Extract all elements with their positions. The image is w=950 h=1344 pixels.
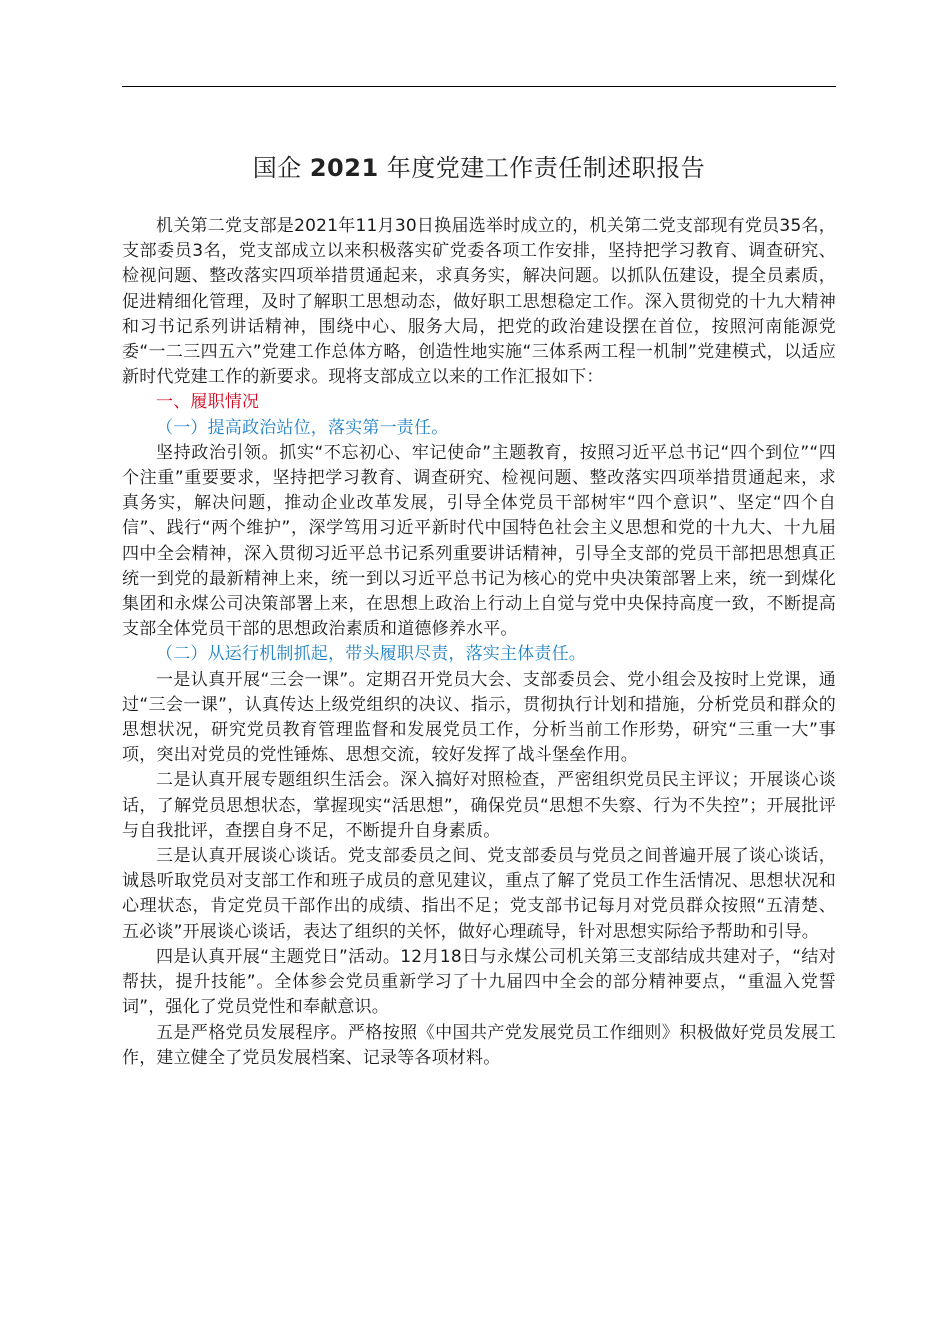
paragraph-organizational-life: 二是认真开展专题组织生活会。深入搞好对照检查，严密组织党员民主评议；开展谈心谈话，了解党员思想状态，掌握现实“活思想”，确保党员“思想不失察、行为不失控”；开展批评与自我批评，查摆自身不足，不断提升自身素质。 (122, 770, 836, 841)
title-suffix: 年度党建工作责任制述职报告 (386, 154, 706, 182)
header-rule (122, 86, 836, 87)
title-prefix: 国企 (252, 154, 302, 182)
paragraph-theme-party-day: 四是认真开展“主题党日”活动。12月18日与永煤公司机关第三支部结成共建对子，“结对帮扶，提升技能”。全体参会党员重新学习了十九届四中全会的部分精神要点，“重温入党誓词”，强化了党员党性和奉献意识。 (122, 946, 836, 1018)
section-heading-performance: 一、履职情况 (156, 392, 260, 413)
paragraph-heart-to-heart: 三是认真开展谈心谈话。党支部委员之间、党支部委员与党员之间普遍开展了谈心谈话，诚恳听取党员对支部工作和班子成员的意见建议，重点了解了党员工作生活情况、思想状况和心理状态，肯定党员干部作出的成绩、指出不足；党支部书记每月对党员群众按照“五清楚、五必谈”开展谈心谈话，表达了组织的关怀，做好心理疏导，针对思想实际给予帮助和引导。 (122, 846, 836, 942)
document-title (122, 150, 836, 186)
subsection-heading-mechanism: （二）从运行机制抓起，带头履职尽责，落实主体责任。 (156, 644, 586, 665)
intro-paragraph: 机关第二党支部是2021年11月30日换届选举时成立的，机关第二党支部现有党员35名，支部委员3名，党支部成立以来积极落实矿党委各项工作安排，坚持把学习教育、调查研究、检视问题、整改落实四项举措贯通起来，求真务实，解决问题。以抓队伍建设，提全员素质，促进精细化管理，及时了解职工思想动态，做好职工思想稳定工作。深入贯彻党的十九大精神和习书记系列讲话精神，围绕中心、服务大局，把党的政治建设摆在首位，按照河南能源党委“一二三四五六”党建工作总体方略，创造性地实施“三体系两工程一机制”党建模式，以适应新时代党建工作的新要求。现将支部成立以来的工作汇报如下： (122, 216, 836, 388)
document-body (122, 214, 836, 1071)
title-year: 2021 (309, 154, 379, 182)
paragraph-political-guidance: 坚持政治引领。抓实“不忘初心、牢记使命”主题教育，按照习近平总书记“四个到位”“四个注重”重要要求，坚持把学习教育、调查研究、检视问题、整改落实四项举措贯通起来，求真务实，解决问题，推动企业改革发展，引导全体党员干部树牢“四个意识”、坚定“四个自信”、践行“两个维护”，深学笃用习近平新时代中国特色社会主义思想和党的十九大、十九届四中全会精神，深入贯彻习近平总书记系列重要讲话精神，引导全支部的党员干部把思想真正统一到党的最新精神上来，统一到以习近平总书记为核心的党中央决策部署上来，统一到煤化集团和永煤公司决策部署上来，在思想上政治上行动上自觉与党中央保持高度一致，不断提高支部全体党员干部的思想政治素质和道德修养水平。 (122, 442, 836, 640)
paragraph-three-meetings: 一是认真开展“三会一课”。定期召开党员大会、支部委员会、党小组会及按时上党课，通过“三会一课”，认真传达上级党组织的决议、指示，贯彻执行计划和措施，分析党员和群众的思想状况，研究党员教育管理监督和发展党员工作，分析当前工作形势，研究“三重一大”事项，突出对党员的党性锤炼、思想交流，较好发挥了战斗堡垒作用。 (122, 669, 836, 766)
paragraph-member-development: 五是严格党员发展程序。严格按照《中国共产党发展党员工作细则》积极做好党员发展工作，建立健全了党员发展档案、记录等各项材料。 (122, 1022, 836, 1068)
subsection-heading-political: （一）提高政治站位，落实第一责任。 (156, 417, 449, 438)
